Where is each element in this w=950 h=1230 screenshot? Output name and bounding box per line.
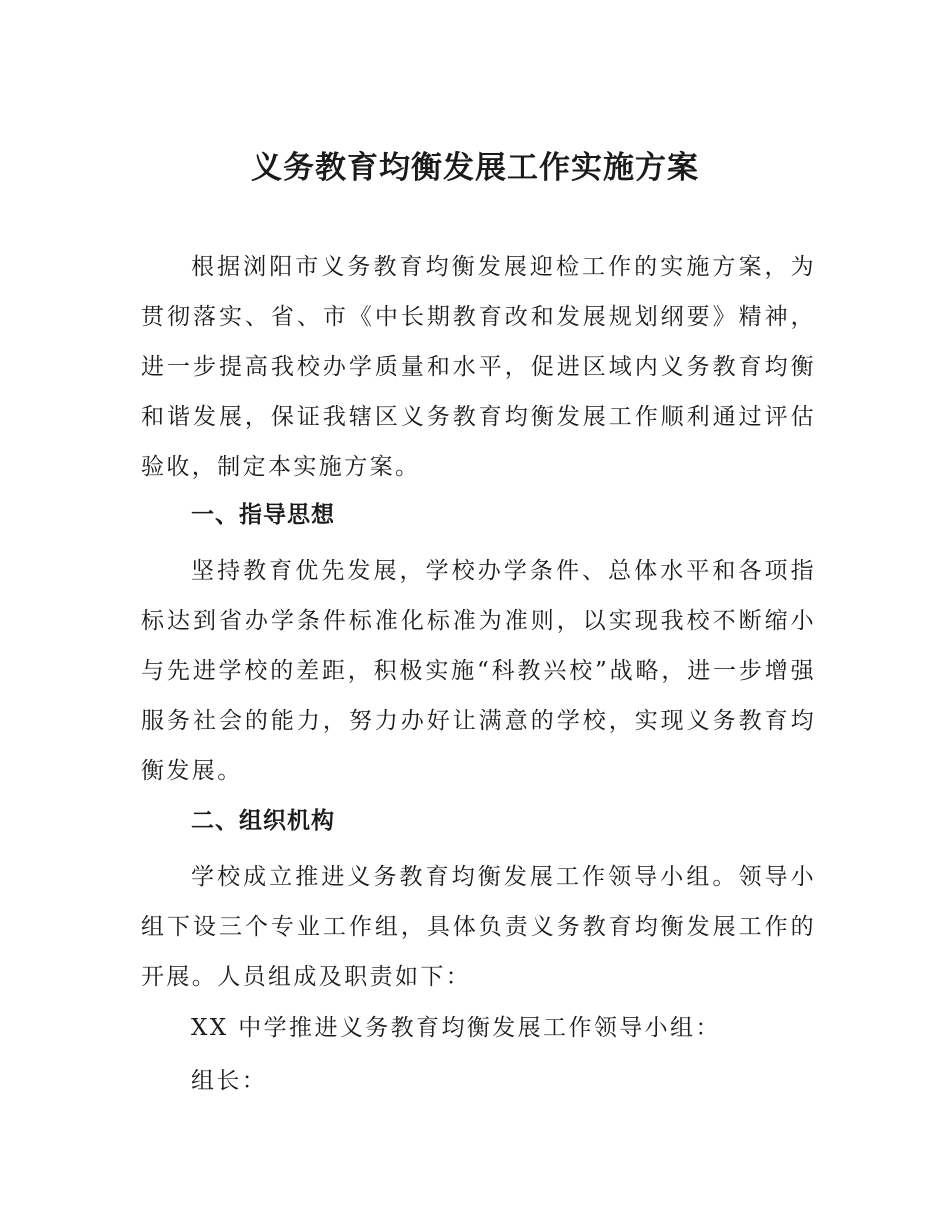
group-leader-label: 组长： <box>191 1068 268 1094</box>
section-heading-guiding-ideology: 一、指导思想 <box>191 502 335 528</box>
organization-paragraph: 学校成立推进义务教育均衡发展工作领导小组。领导小组下设三个专业工作组，具体负责义务教育均衡发展工作的开展。人员组成及职责如下： <box>141 864 816 990</box>
section-heading-organization: 二、组织机构 <box>191 808 335 834</box>
guiding-ideology-paragraph: 坚持教育优先发展，学校办学条件、总体水平和各项指标达到省办学条件标准化标准为准则，以实现我校不断缩小与先进学校的差距，积极实施“科教兴校”战略，进一步增强服务社会的能力，努力办好让满意的学校，实现义务教育均衡发展。 <box>141 558 816 784</box>
document-title: 义务教育均衡发展工作实施方案 <box>251 150 699 186</box>
leadership-group-title: XX 中学推进义务教育均衡发展工作领导小组： <box>191 1015 721 1041</box>
intro-paragraph: 根据浏阳市义务教育均衡发展迎检工作的实施方案，为贯彻落实、省、市《中长期教育改和发展规划纲要》精神，进一步提高我校办学质量和水平，促进区域内义务教育均衡和谐发展，保证我辖区义务教育均衡发展工作顺利通过评估验收，制定本实施方案。 <box>141 254 816 480</box>
